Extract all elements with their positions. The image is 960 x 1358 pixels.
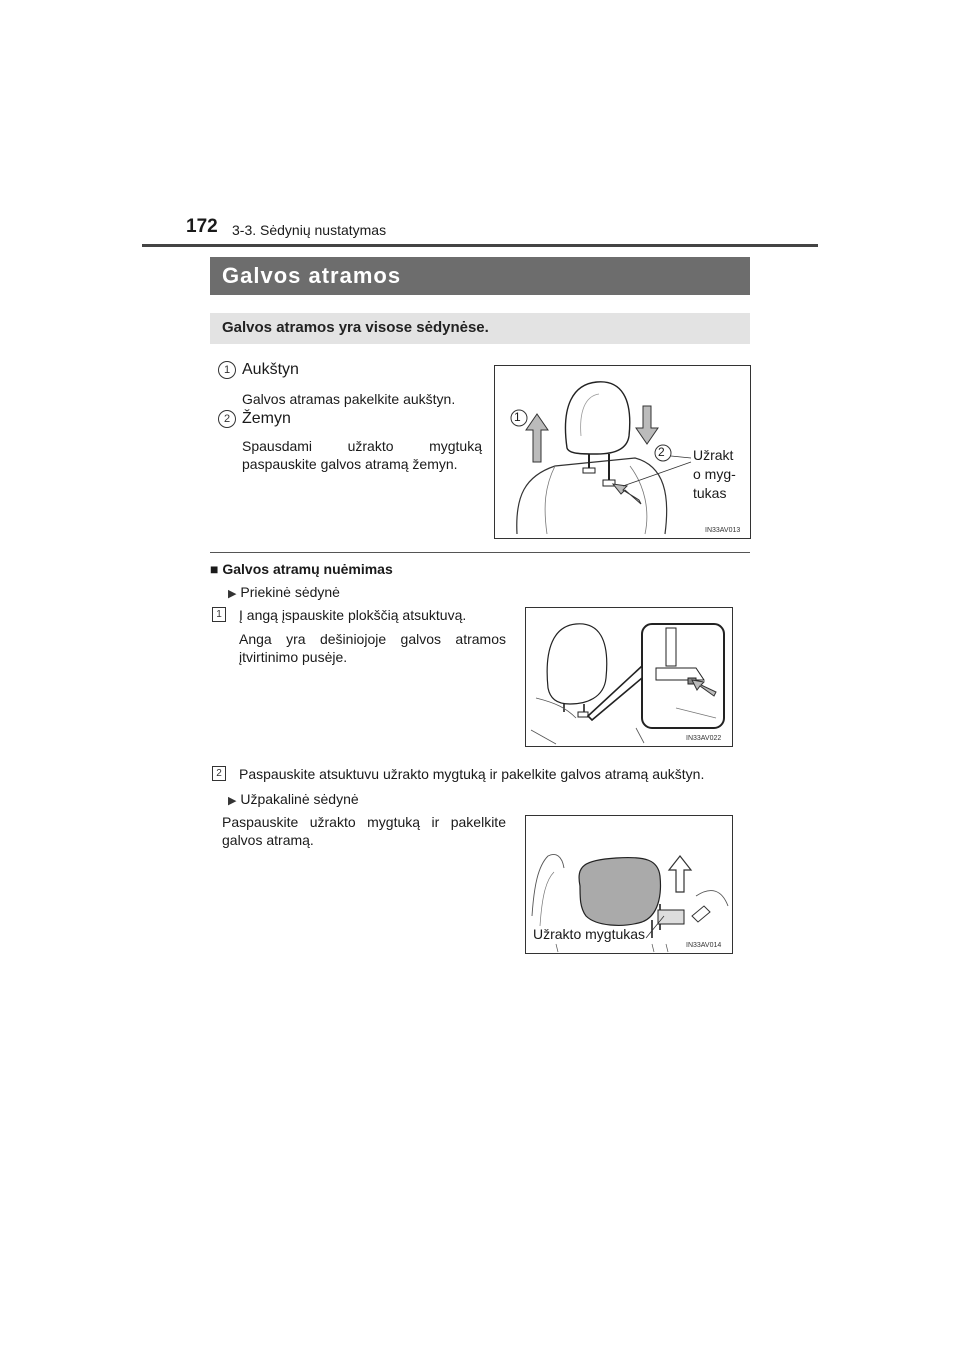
triangle-bullet-icon: ▶ bbox=[228, 795, 237, 807]
front-step1-text: Į angą įspauskite plokščią atsuktuvą. bbox=[239, 607, 467, 623]
lock-button-label: Užrakto mygtukas bbox=[533, 926, 646, 942]
step-box-1: 1 bbox=[212, 607, 226, 622]
header-divider bbox=[142, 244, 818, 247]
square-bullet: ■ bbox=[210, 561, 219, 577]
main-heading-banner bbox=[210, 257, 750, 295]
front-headrest-removal-figure bbox=[525, 607, 733, 747]
section-title: 3-3. Sėdynių nustatymas bbox=[232, 222, 387, 238]
step-box-2: 2 bbox=[212, 766, 226, 781]
rear-headrest-removal-figure bbox=[525, 815, 733, 954]
figure-code: IN33AV022 bbox=[686, 735, 722, 742]
lock-button-label: Užrakt o myg- tukas bbox=[693, 447, 736, 501]
figure-callout-2: 2 bbox=[658, 445, 665, 459]
headrest-adjust-figure bbox=[494, 365, 751, 539]
triangle-bullet-icon: ▶ bbox=[228, 588, 237, 600]
step-number-1: 1 bbox=[218, 361, 236, 379]
front-step1-note: Anga yra dešiniojoje galvos atramos įtvirtinimo pusėje. bbox=[239, 631, 506, 665]
up-title: Aukštyn bbox=[242, 361, 299, 378]
rear-seat-label: ▶ Užpakalinė sėdynė bbox=[228, 791, 359, 807]
down-title: Žemyn bbox=[242, 410, 291, 427]
rear-seat-text: Paspauskite užrakto mygtuką ir pakelkite galvos atramą. bbox=[222, 814, 506, 848]
main-heading: Galvos atramos bbox=[222, 263, 402, 288]
step-number-2: 2 bbox=[218, 410, 236, 428]
removal-heading: ■ Galvos atramų nuėmimas bbox=[210, 561, 393, 577]
down-text: Spausdami užrakto mygtuką paspauskite galvos atramą žemyn. bbox=[242, 438, 482, 472]
subheading-banner bbox=[210, 313, 750, 344]
front-headrest-removal-illustration bbox=[526, 608, 732, 746]
figure-code: IN33AV013 bbox=[705, 527, 741, 534]
page-number: 172 bbox=[186, 216, 218, 237]
figure-callout-1: 1 bbox=[514, 410, 521, 424]
section-divider bbox=[210, 552, 750, 553]
up-text: Galvos atramas pakelkite aukštyn. bbox=[242, 391, 456, 407]
figure-code: IN33AV014 bbox=[686, 942, 722, 949]
front-step2-text: Paspauskite atsuktuvu užrakto mygtuką ir pakelkite galvos atramą aukštyn. bbox=[239, 766, 705, 782]
subheading: Galvos atramos yra visose sėdynėse. bbox=[222, 319, 489, 336]
front-seat-label: ▶ Priekinė sėdynė bbox=[228, 584, 340, 600]
